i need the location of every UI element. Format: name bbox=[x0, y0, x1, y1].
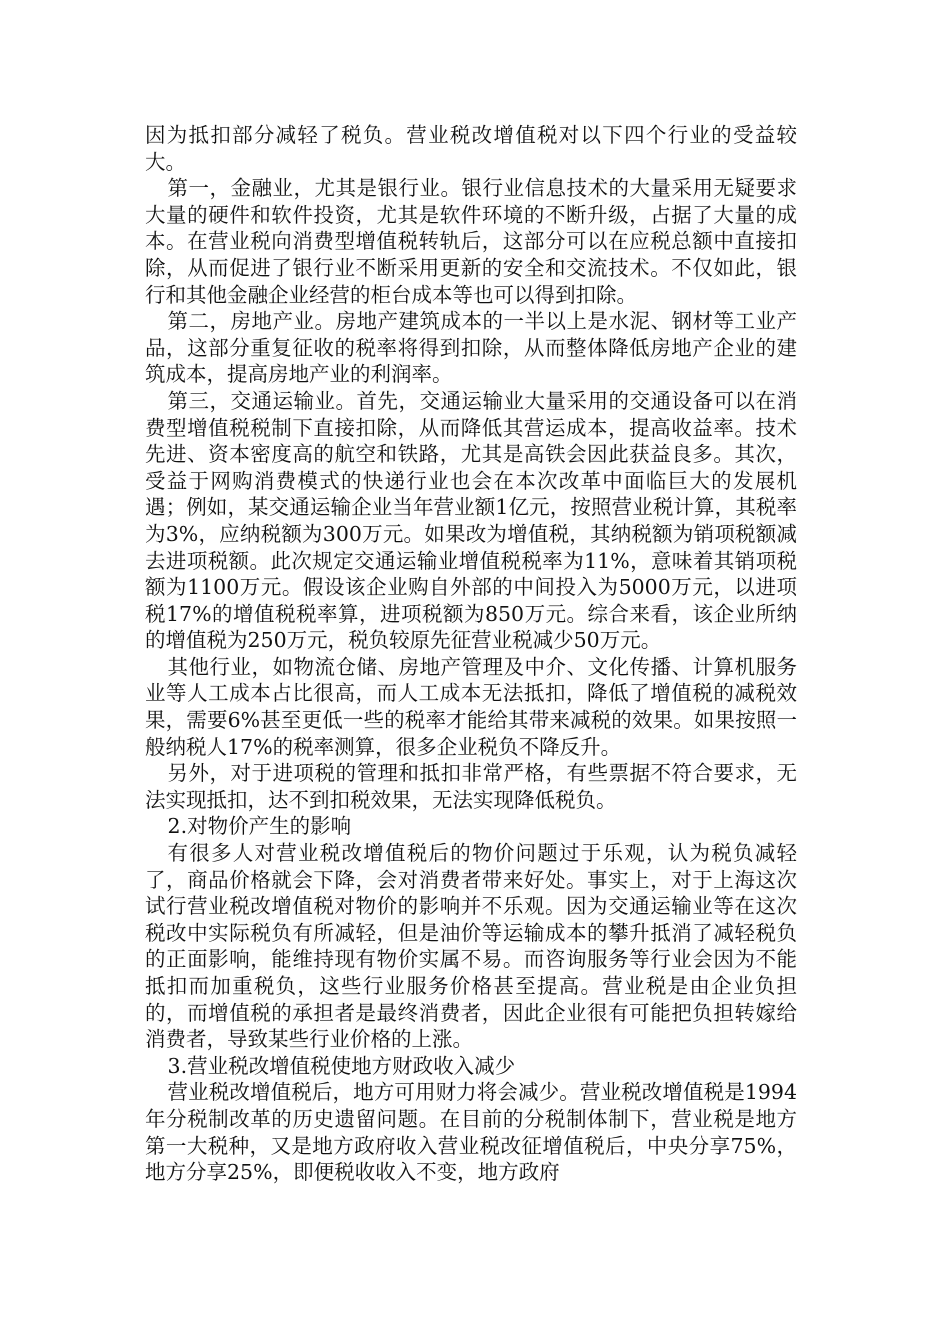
paragraph-real-estate: 第二，房地产业。房地产建筑成本的一半以上是水泥、钢材等工业产品，这部分重复征收的税率将得到扣除，从而整体降低房地产企业的建筑成本，提高房地产业的利润率。 bbox=[145, 309, 797, 387]
paragraph-intro: 因为抵扣部分减轻了税负。营业税改增值税对以下四个行业的受益较大。 bbox=[145, 123, 797, 174]
paragraph-transport: 第三，交通运输业。首先，交通运输业大量采用的交通设备可以在消费型增值税税制下直接扣除，从而降低其营运成本，提高收益率。技术先进、资本密度高的航空和铁路，尤其是高铁会因此获益良多。其次，受益于网购消费模式的快递行业也会在本次改革中面临巨大的发展机遇；例如，某交通运输企业当年营业额1亿元，按照营业税计算，其税率为3%，应纳税额为300万元。如果改为增值税，其纳税额为销项税额减去进项税额。此次规定交通运输业增值税税率为11%，意味着其销项税额为1100万元。假设该企业购自外部的中间投入为5000万元，以进项税17%的增值税税率算，进项税额为850万元。综合来看，该企业所纳的增值税为250万元，税负较原先征营业税减少50万元。 bbox=[145, 388, 797, 653]
paragraph-local-revenue: 营业税改增值税后，地方可用财力将会减少。营业税改增值税是1994年分税制改革的历史遗留问题。在目前的分税制体制下，营业税是地方第一大税种，又是地方政府收入营业税改征增值税后，中央分享75%，地方分享25%，即便税收收入不变，地方政府 bbox=[145, 1080, 797, 1185]
paragraph-other-industries: 其他行业，如物流仓储、房地产管理及中介、文化传播、计算机服务业等人工成本占比很高，而人工成本无法抵扣，降低了增值税的减税效果，需要6%甚至更低一些的税率才能给其带来减税的效果。如果按照一般纳税人17%的税率测算，很多企业税负不降反升。 bbox=[145, 654, 797, 759]
paragraph-input-tax: 另外，对于进项税的管理和抵扣非常严格，有些票据不符合要求，无法实现抵扣，达不到扣税效果，无法实现降低税负。 bbox=[145, 761, 797, 812]
paragraph-finance: 第一，金融业，尤其是银行业。银行业信息技术的大量采用无疑要求大量的硬件和软件投资，尤其是软件环境的不断升级，占据了大量的成本。在营业税向消费型增值税转轨后，这部分可以在应税总额中直接扣除，从而促进了银行业不断采用更新的安全和交流技术。不仅如此，银行和其他金融企业经营的柜台成本等也可以得到扣除。 bbox=[145, 176, 797, 307]
section-heading-local-revenue: 3.营业税改增值税使地方财政收入减少 bbox=[167, 1053, 516, 1078]
document-body bbox=[145, 122, 797, 1186]
section-heading-prices: 2.对物价产生的影响 bbox=[167, 814, 352, 839]
paragraph-prices: 有很多人对营业税改增值税后的物价问题过于乐观，认为税负减轻了，商品价格就会下降，会对消费者带来好处。事实上，对于上海这次试行营业税改增值税对物价的影响并不乐观。因为交通运输业等在这次税改中实际税负有所减轻，但是油价等运输成本的攀升抵消了减轻税负的正面影响，能维持现有物价实属不易。而咨询服务等行业会因为不能抵扣而加重税负，这些行业服务价格甚至提高。营业税是由企业负担的，而增值税的承担者是最终消费者，因此企业很有可能把负担转嫁给消费者，导致某些行业价格的上涨。 bbox=[145, 841, 797, 1052]
